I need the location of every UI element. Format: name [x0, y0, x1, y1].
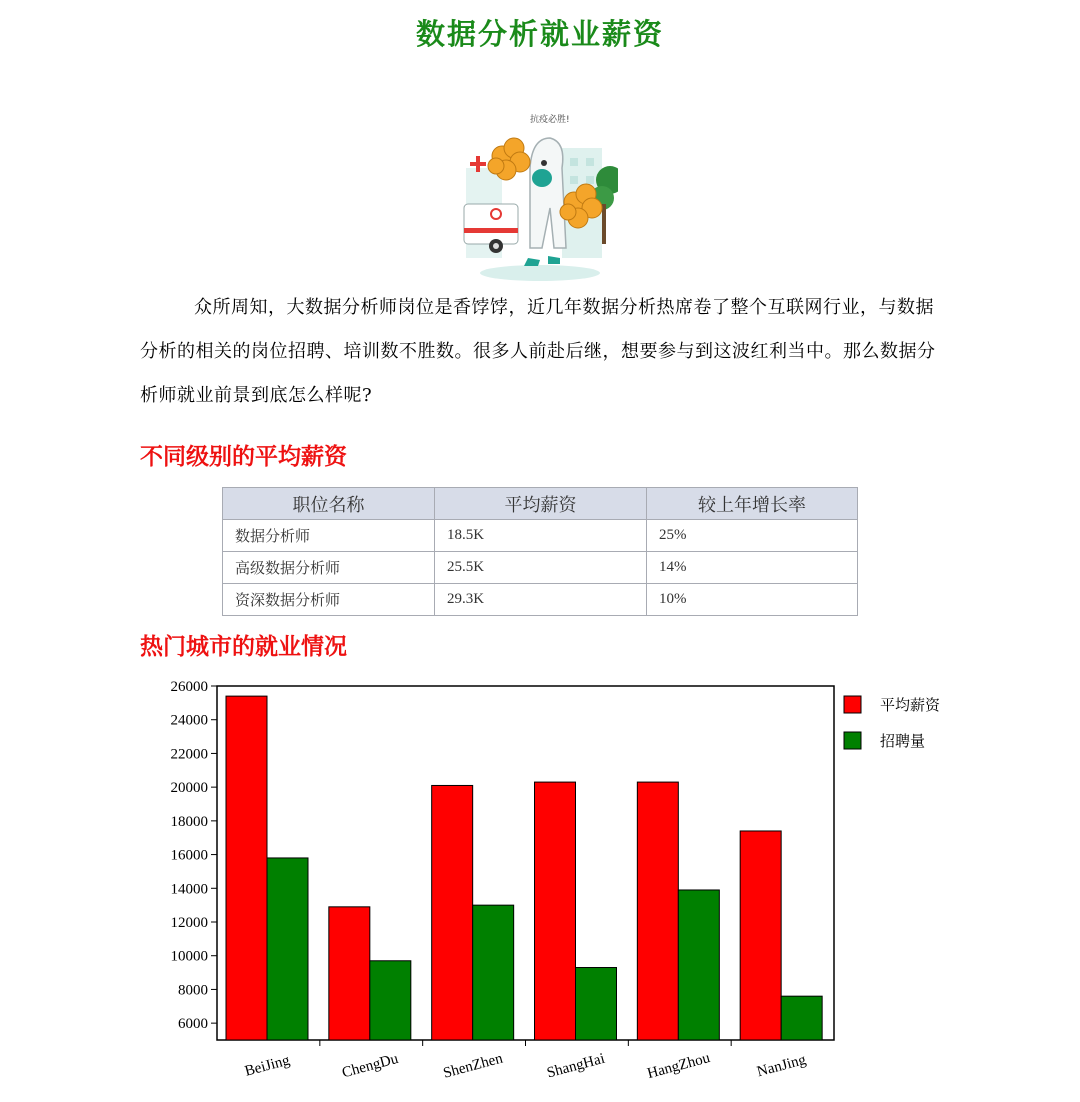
y-tick-label: 26000	[170, 679, 208, 695]
bar-hiring-NanJing	[781, 996, 822, 1040]
bar-hiring-ShangHai	[576, 968, 617, 1040]
bar-salary-ShangHai	[535, 782, 576, 1040]
table-row	[223, 584, 858, 616]
table-header-row	[223, 488, 858, 520]
table-cell-title: 高级数据分析师	[223, 552, 435, 584]
y-tick-label: 14000	[170, 881, 208, 898]
section-heading-salary: 不同级别的平均薪资	[140, 443, 347, 470]
table-cell-salary: 25.5K	[435, 552, 647, 584]
table-header-cell: 平均薪资	[435, 488, 647, 520]
bar-salary-ChengDu	[329, 907, 370, 1040]
x-tick-label: ChengDu	[340, 1050, 401, 1082]
bar-salary-NanJing	[740, 831, 781, 1040]
legend-swatch	[844, 732, 861, 749]
bar-salary-BeiJing	[226, 696, 267, 1040]
table-cell-salary: 29.3K	[435, 584, 647, 616]
table-cell-title: 数据分析师	[223, 520, 435, 552]
y-tick-label: 16000	[170, 847, 208, 864]
table-cell-growth: 10%	[647, 584, 858, 616]
y-tick-label: 24000	[170, 712, 208, 729]
illustration	[462, 108, 618, 288]
bar-hiring-ChengDu	[370, 961, 411, 1040]
table-cell-growth: 14%	[647, 552, 858, 584]
y-tick-label: 6000	[178, 1016, 208, 1033]
table-row	[223, 552, 858, 584]
x-tick-label: HangZhou	[645, 1050, 712, 1083]
bar-salary-HangZhou	[637, 782, 678, 1040]
x-tick-label: ShenZhen	[441, 1050, 505, 1082]
table-cell-salary: 18.5K	[435, 520, 647, 552]
legend-swatch	[844, 696, 861, 713]
bar-hiring-BeiJing	[267, 858, 308, 1040]
legend-label: 平均薪资	[880, 696, 941, 714]
table-header-cell: 职位名称	[223, 488, 435, 520]
x-tick-label: BeiJing	[243, 1052, 292, 1080]
y-tick-label: 12000	[170, 915, 208, 931]
bar-hiring-ShenZhen	[473, 905, 514, 1040]
y-tick-label: 20000	[170, 780, 208, 797]
y-tick-label: 10000	[170, 948, 208, 965]
illustration-caption: 抗疫必胜!	[530, 115, 570, 125]
city-bar-chart	[140, 672, 970, 1092]
section-heading-cities: 热门城市的就业情况	[140, 633, 347, 660]
table-row	[223, 520, 858, 552]
intro-paragraph: 众所周知，大数据分析师岗位是香饽饽，近几年数据分析热席卷了整个互联网行业，与数据分析的相关的岗位招聘、培训数不胜数。很多人前赴后继，想要参与到这波红利当中。那么数据分析师就业前景到底怎么样呢?	[140, 297, 936, 406]
y-tick-label: 8000	[178, 982, 208, 999]
y-tick-label: 18000	[170, 813, 208, 830]
salary-table	[222, 487, 858, 616]
table-cell-growth: 25%	[647, 520, 858, 552]
bar-salary-ShenZhen	[432, 785, 473, 1040]
page-title: 数据分析就业薪资	[415, 17, 664, 51]
x-tick-label: ShangHai	[545, 1050, 607, 1082]
table-cell-title: 资深数据分析师	[223, 584, 435, 616]
x-tick-label: NanJing	[755, 1051, 808, 1081]
legend-label: 招聘量	[880, 732, 926, 750]
table-header-cell: 较上年增长率	[647, 488, 858, 520]
bar-hiring-HangZhou	[678, 890, 719, 1040]
y-tick-label: 22000	[170, 746, 208, 763]
